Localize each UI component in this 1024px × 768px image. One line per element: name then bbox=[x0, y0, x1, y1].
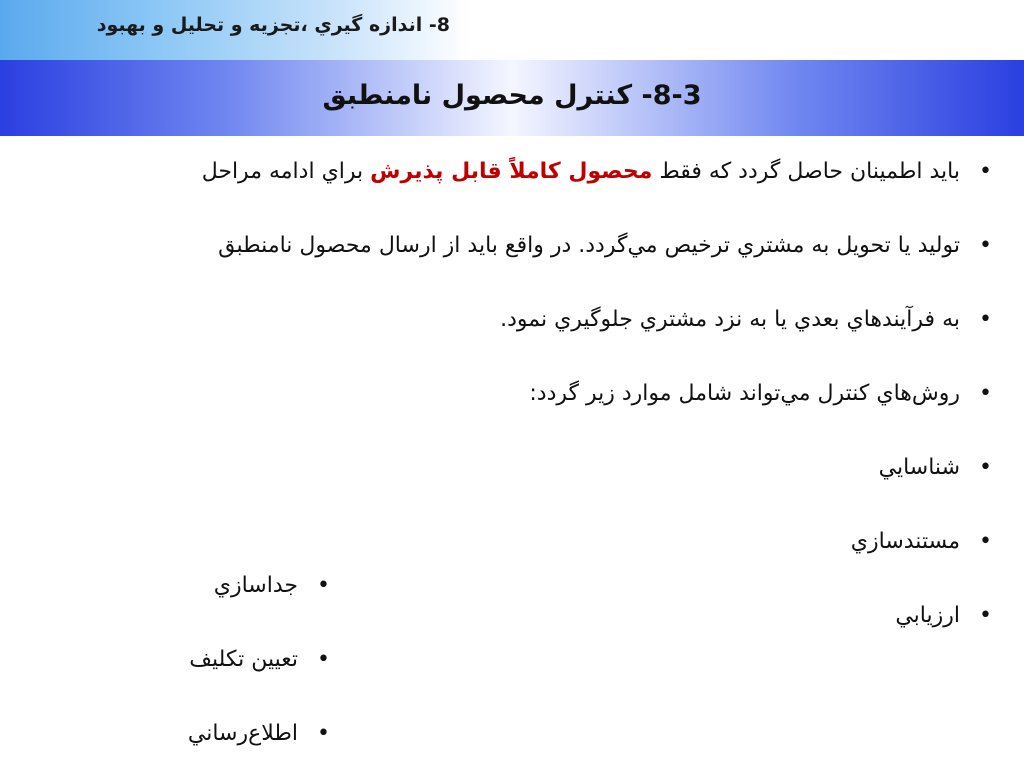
bullet-highlight-text: محصول كاملاً قابل پذيرش bbox=[370, 159, 653, 184]
bullet-icon: • bbox=[317, 647, 330, 672]
bullet-icon: • bbox=[979, 159, 992, 184]
slide-title: 8-3- كنترل محصول نامنطبق bbox=[322, 80, 702, 111]
section-label: 8- اندازه گيري ،تجزيه و تحليل و بهبود bbox=[96, 14, 450, 36]
bullet-text-start: بايد اطمينان حاصل گردد كه فقط bbox=[652, 159, 960, 184]
bullet-text-end: براي ادامه مراحل bbox=[201, 159, 371, 184]
bullet-item bbox=[36, 374, 996, 448]
bullet-item bbox=[34, 640, 334, 714]
bullet-text: شناسايي bbox=[878, 455, 960, 480]
bullet-text: اطلاع‌رساني bbox=[187, 721, 298, 746]
bullet-item bbox=[34, 714, 334, 768]
bullet-icon: • bbox=[979, 307, 992, 332]
bullet-text: توليد يا تحويل به مشتري ترخيص مي‌گردد. در واقع بايد از ارسال محصول نامنطبق bbox=[218, 233, 960, 258]
bullet-icon: • bbox=[317, 721, 330, 746]
bullet-icon: • bbox=[317, 573, 330, 598]
bullet-text: ارزيابي bbox=[895, 603, 960, 628]
bullet-icon: • bbox=[979, 603, 992, 628]
bullet-text: تعيين تكليف bbox=[189, 647, 298, 672]
bullet-icon: • bbox=[979, 529, 992, 554]
bullet-item bbox=[34, 566, 334, 640]
section-header-band bbox=[0, 0, 470, 60]
bullet-text: روش‌هاي كنترل مي‌تواند شامل موارد زير گردد: bbox=[529, 381, 960, 406]
bullet-list-secondary bbox=[34, 566, 334, 768]
bullet-text: جداسازي bbox=[213, 573, 298, 598]
bullet-icon: • bbox=[979, 233, 992, 258]
bullet-icon: • bbox=[979, 455, 992, 480]
bullet-item bbox=[36, 226, 996, 300]
bullet-text: به فرآيندهاي بعدي يا به نزد مشتري جلوگيري نمود. bbox=[500, 307, 960, 332]
bullet-text: مستندسازي bbox=[850, 529, 960, 554]
title-bar bbox=[0, 60, 1024, 136]
bullet-icon: • bbox=[979, 381, 992, 406]
bullet-item bbox=[36, 300, 996, 374]
bullet-item bbox=[36, 152, 996, 226]
bullet-item bbox=[36, 448, 996, 522]
